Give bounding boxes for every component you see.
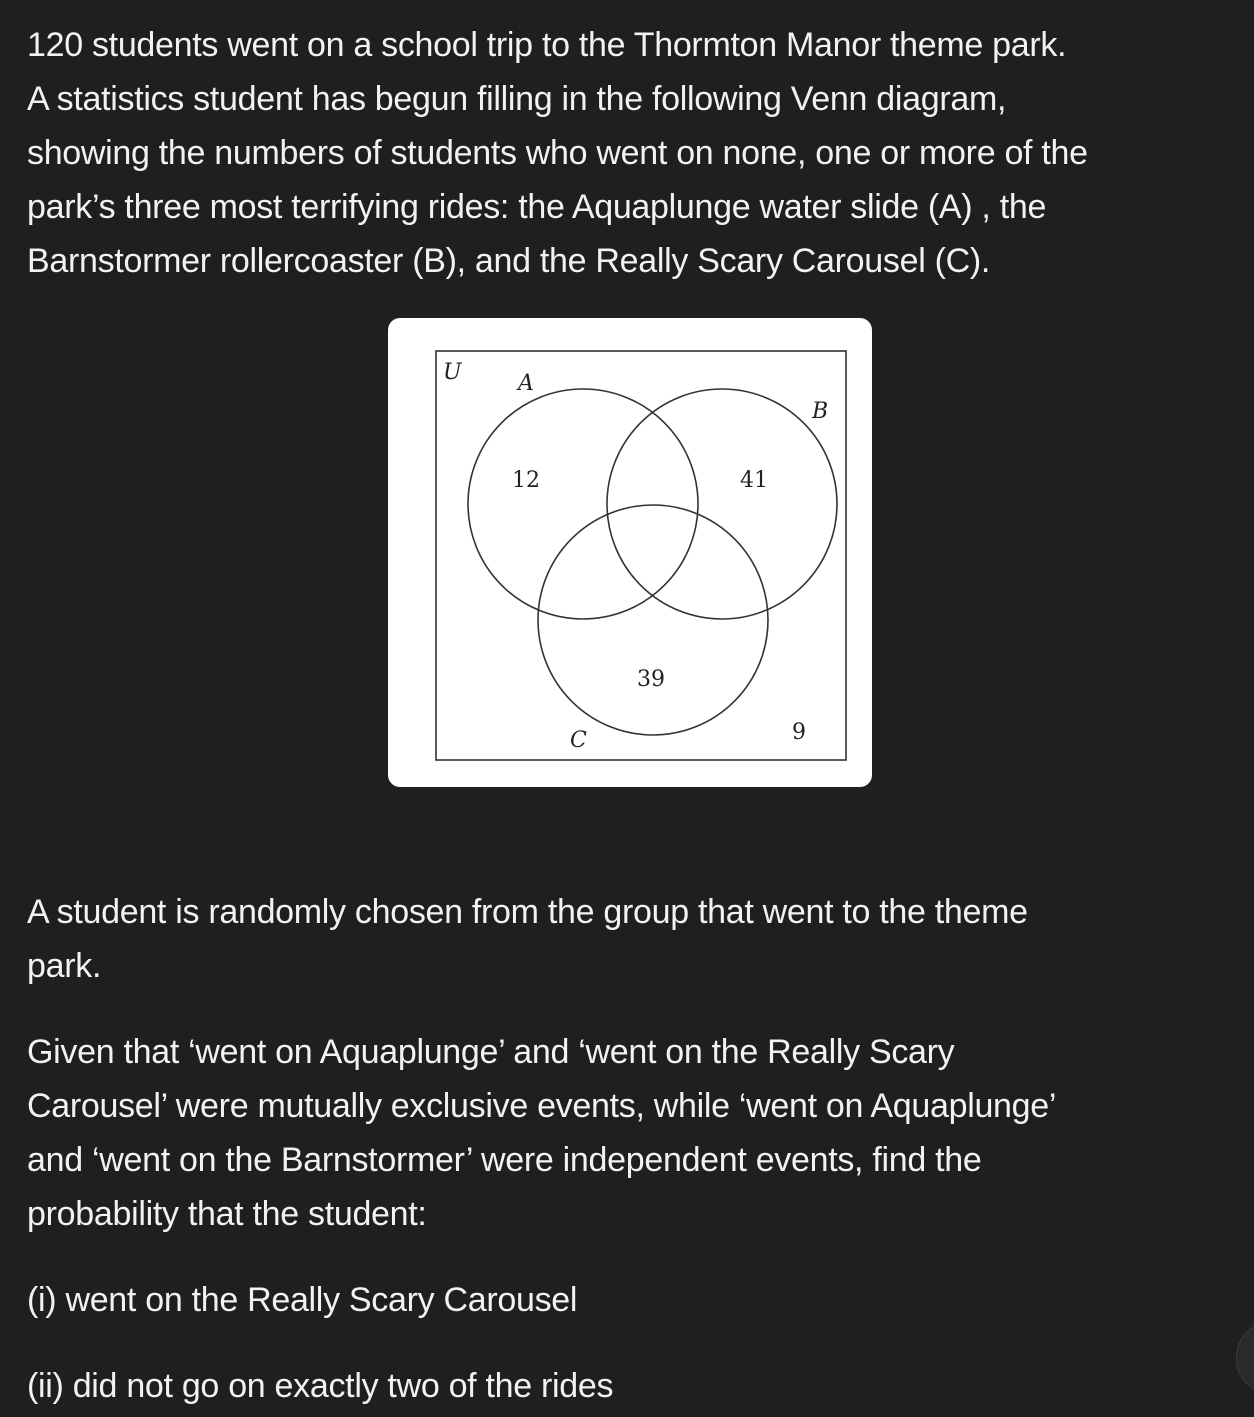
part-1-text: (i) went on the Really Scary Carousel [27, 1281, 578, 1319]
set-b-label: B [812, 399, 829, 424]
intro-line: park’s three most terrifying rides: the Aquaplunge water slide (A) , the [27, 188, 1047, 226]
given-line: Carousel’ were mutually exclusive events, while ‘went on Aquaplunge’ [27, 1087, 1057, 1125]
universe-label: U [443, 360, 462, 385]
intro-line: showing the numbers of students who went on none, one or more of the [27, 134, 1088, 172]
circle-a [468, 389, 698, 619]
intro-line: 120 students went on a school trip to the Thormton Manor theme park. [27, 26, 1067, 64]
question-given [27, 1025, 1237, 1241]
given-line: Given that ‘went on Aquaplunge’ and ‘went on the Really Scary [27, 1033, 955, 1071]
venn-diagram-card [388, 318, 872, 787]
region-c-only: 39 [637, 667, 665, 692]
circle-b [607, 389, 837, 619]
question-chosen [27, 885, 1237, 993]
intro-line: A statistics student has begun filling in the following Venn diagram, [27, 80, 1007, 118]
question-intro [27, 18, 1237, 288]
region-b-only: 41 [740, 468, 768, 493]
question-part-2 [27, 1359, 1237, 1413]
chosen-line: A student is randomly chosen from the group that went to the theme [27, 893, 1028, 931]
universe-box [436, 351, 846, 760]
scroll-handle[interactable] [1236, 1322, 1254, 1394]
venn-diagram [388, 318, 872, 787]
chosen-line: park. [27, 947, 102, 985]
set-c-label: C [570, 728, 587, 753]
region-outside: 9 [792, 720, 806, 745]
given-line: probability that the student: [27, 1195, 427, 1233]
part-2-text: (ii) did not go on exactly two of the rides [27, 1367, 614, 1405]
set-a-label: A [518, 371, 534, 396]
question-part-1 [27, 1273, 1237, 1327]
circle-c [538, 505, 768, 735]
intro-line: Barnstormer rollercoaster (B), and the Really Scary Carousel (C). [27, 242, 991, 280]
region-a-only: 12 [512, 468, 540, 493]
given-line: and ‘went on the Barnstormer’ were independent events, find the [27, 1141, 982, 1179]
